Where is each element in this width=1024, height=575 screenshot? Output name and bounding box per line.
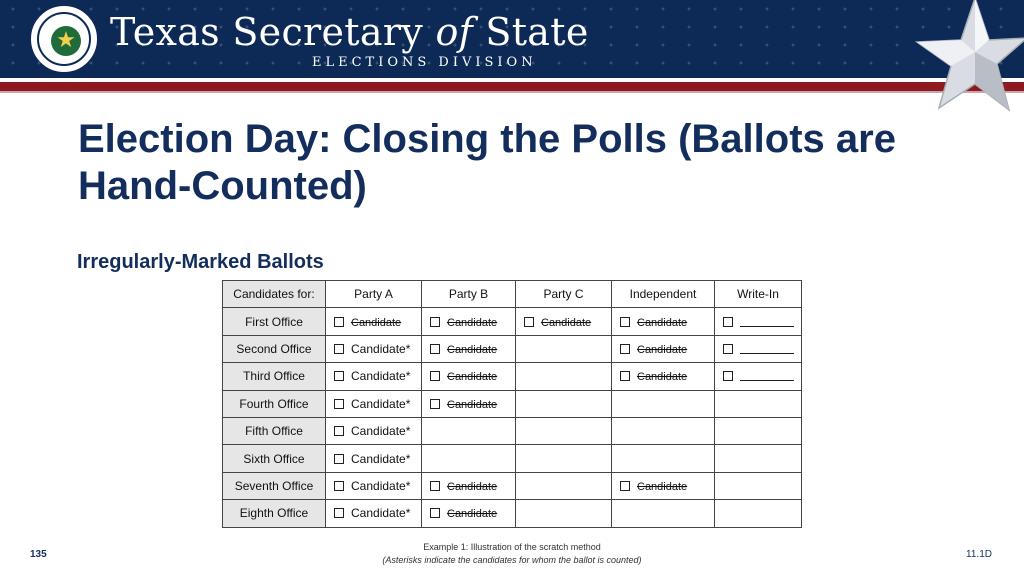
write-in-line [740,372,794,381]
ballot-cell [516,308,612,335]
checkbox-icon [620,481,630,491]
ballot-cell [612,445,715,472]
ballot-cell [612,417,715,444]
struck-candidate: Candidate [447,480,498,493]
ballot-cell [516,445,612,472]
ballot-cell [422,335,516,362]
table-row [223,390,802,417]
ballot-cell [422,390,516,417]
counted-candidate: Candidate* [351,506,411,521]
ballot-cell [326,335,422,362]
struck-candidate: Candidate [447,508,498,521]
caption-text: Example 1: Illustration of the scratch method [423,542,601,552]
ballot-cell [715,472,802,499]
ballot-cell [516,335,612,362]
counted-candidate: Candidate* [351,424,411,439]
ballot-cell [612,335,715,362]
ballot-cell [422,417,516,444]
checkbox-icon [334,481,344,491]
page-title: Election Day: Closing the Polls (Ballots are Hand-Counted) [78,117,896,208]
checkbox-icon [430,508,440,518]
ballot-cell [326,417,422,444]
brand-title-main: Texas Secretary [110,10,424,54]
counted-candidate: Candidate* [351,451,411,466]
checkbox-icon [334,454,344,464]
ballot-cell [422,445,516,472]
ballot-cell [326,500,422,527]
checkbox-icon [334,344,344,354]
silver-star-icon [905,0,1024,127]
table-row [223,445,802,472]
struck-candidate: Candidate [447,343,498,356]
checkbox-icon [430,399,440,409]
ballot-cell [715,445,802,472]
checkbox-icon [723,344,733,354]
ballot-cell [326,390,422,417]
column-header: Party C [516,281,612,308]
counted-candidate: Candidate* [351,341,411,356]
column-header: Party B [422,281,516,308]
counted-candidate: Candidate* [351,478,411,493]
stripe-red [0,82,1024,91]
ballot-cell [715,363,802,390]
ballot-cell [516,500,612,527]
checkbox-icon [430,481,440,491]
ballot-cell [715,308,802,335]
ballot-cell [516,363,612,390]
corner-header: Candidates for: [223,281,326,308]
figure-caption [0,541,1024,567]
ballot-cell [422,472,516,499]
office-label: Eighth Office [223,500,326,527]
table-row [223,308,802,335]
ballot-cell [326,308,422,335]
table-row [223,417,802,444]
counted-candidate: Candidate* [351,369,411,384]
checkbox-icon [430,371,440,381]
checkbox-icon [524,317,534,327]
ballot-cell [612,390,715,417]
checkbox-icon [620,344,630,354]
caption-note: (Asterisks indicate the candidates for whom the ballot is counted) [382,555,642,565]
ballot-cell [422,363,516,390]
ballot-cell [715,417,802,444]
table-row [223,363,802,390]
office-label: Fifth Office [223,417,326,444]
division-label: ELECTIONS DIVISION [312,55,537,70]
struck-candidate: Candidate [637,371,688,384]
ballot-cell [516,472,612,499]
table-row [223,500,802,527]
struck-candidate: Candidate [447,398,498,411]
ballot-cell [612,472,715,499]
brand-title [110,10,589,54]
checkbox-icon [334,508,344,518]
struck-candidate: Candidate [447,371,498,384]
table-header-row [223,281,802,308]
ballot-cell [422,308,516,335]
ballot-cell [516,390,612,417]
struck-candidate: Candidate [637,480,688,493]
counted-candidate: Candidate* [351,396,411,411]
ballot-cell [422,500,516,527]
ballot-cell [715,335,802,362]
write-in-line [740,318,794,327]
table-row [223,335,802,362]
checkbox-icon [334,317,344,327]
checkbox-icon [723,317,733,327]
checkbox-icon [723,371,733,381]
office-label: Fourth Office [223,390,326,417]
brand-title-end: State [485,10,589,54]
stripe-thin [0,91,1024,93]
struck-candidate: Candidate [637,343,688,356]
table-row [223,472,802,499]
ballot-cell [715,500,802,527]
slide-code: 11.1D [966,549,992,560]
ballot-cell [516,417,612,444]
write-in-line [740,345,794,354]
ballot-cell [715,390,802,417]
seal-ring [37,12,91,66]
struck-candidate: Candidate [541,316,592,329]
brand-title-of: of [435,10,474,54]
struck-candidate: Candidate [351,316,402,329]
page-number: 135 [30,549,47,560]
office-label: Sixth Office [223,445,326,472]
section-subtitle: Irregularly-Marked Ballots [77,251,324,273]
office-label: Seventh Office [223,472,326,499]
struck-candidate: Candidate [637,316,688,329]
ballot-cell [612,308,715,335]
ballot-cell [326,363,422,390]
office-label: Second Office [223,335,326,362]
checkbox-icon [334,371,344,381]
struck-candidate: Candidate [447,316,498,329]
checkbox-icon [334,399,344,409]
seal-center [51,26,81,56]
checkbox-icon [334,426,344,436]
column-header: Independent [612,281,715,308]
header-banner [0,0,1024,78]
ballot-cell [326,445,422,472]
checkbox-icon [620,371,630,381]
texas-seal-icon [31,6,97,72]
checkbox-icon [430,317,440,327]
checkbox-icon [430,344,440,354]
column-header: Write-In [715,281,802,308]
office-label: Third Office [223,363,326,390]
star-icon: ★ [56,28,76,53]
checkbox-icon [620,317,630,327]
ballot-cell [612,500,715,527]
ballot-table [222,280,802,528]
ballot-cell [326,472,422,499]
office-label: First Office [223,308,326,335]
column-header: Party A [326,281,422,308]
ballot-cell [612,363,715,390]
